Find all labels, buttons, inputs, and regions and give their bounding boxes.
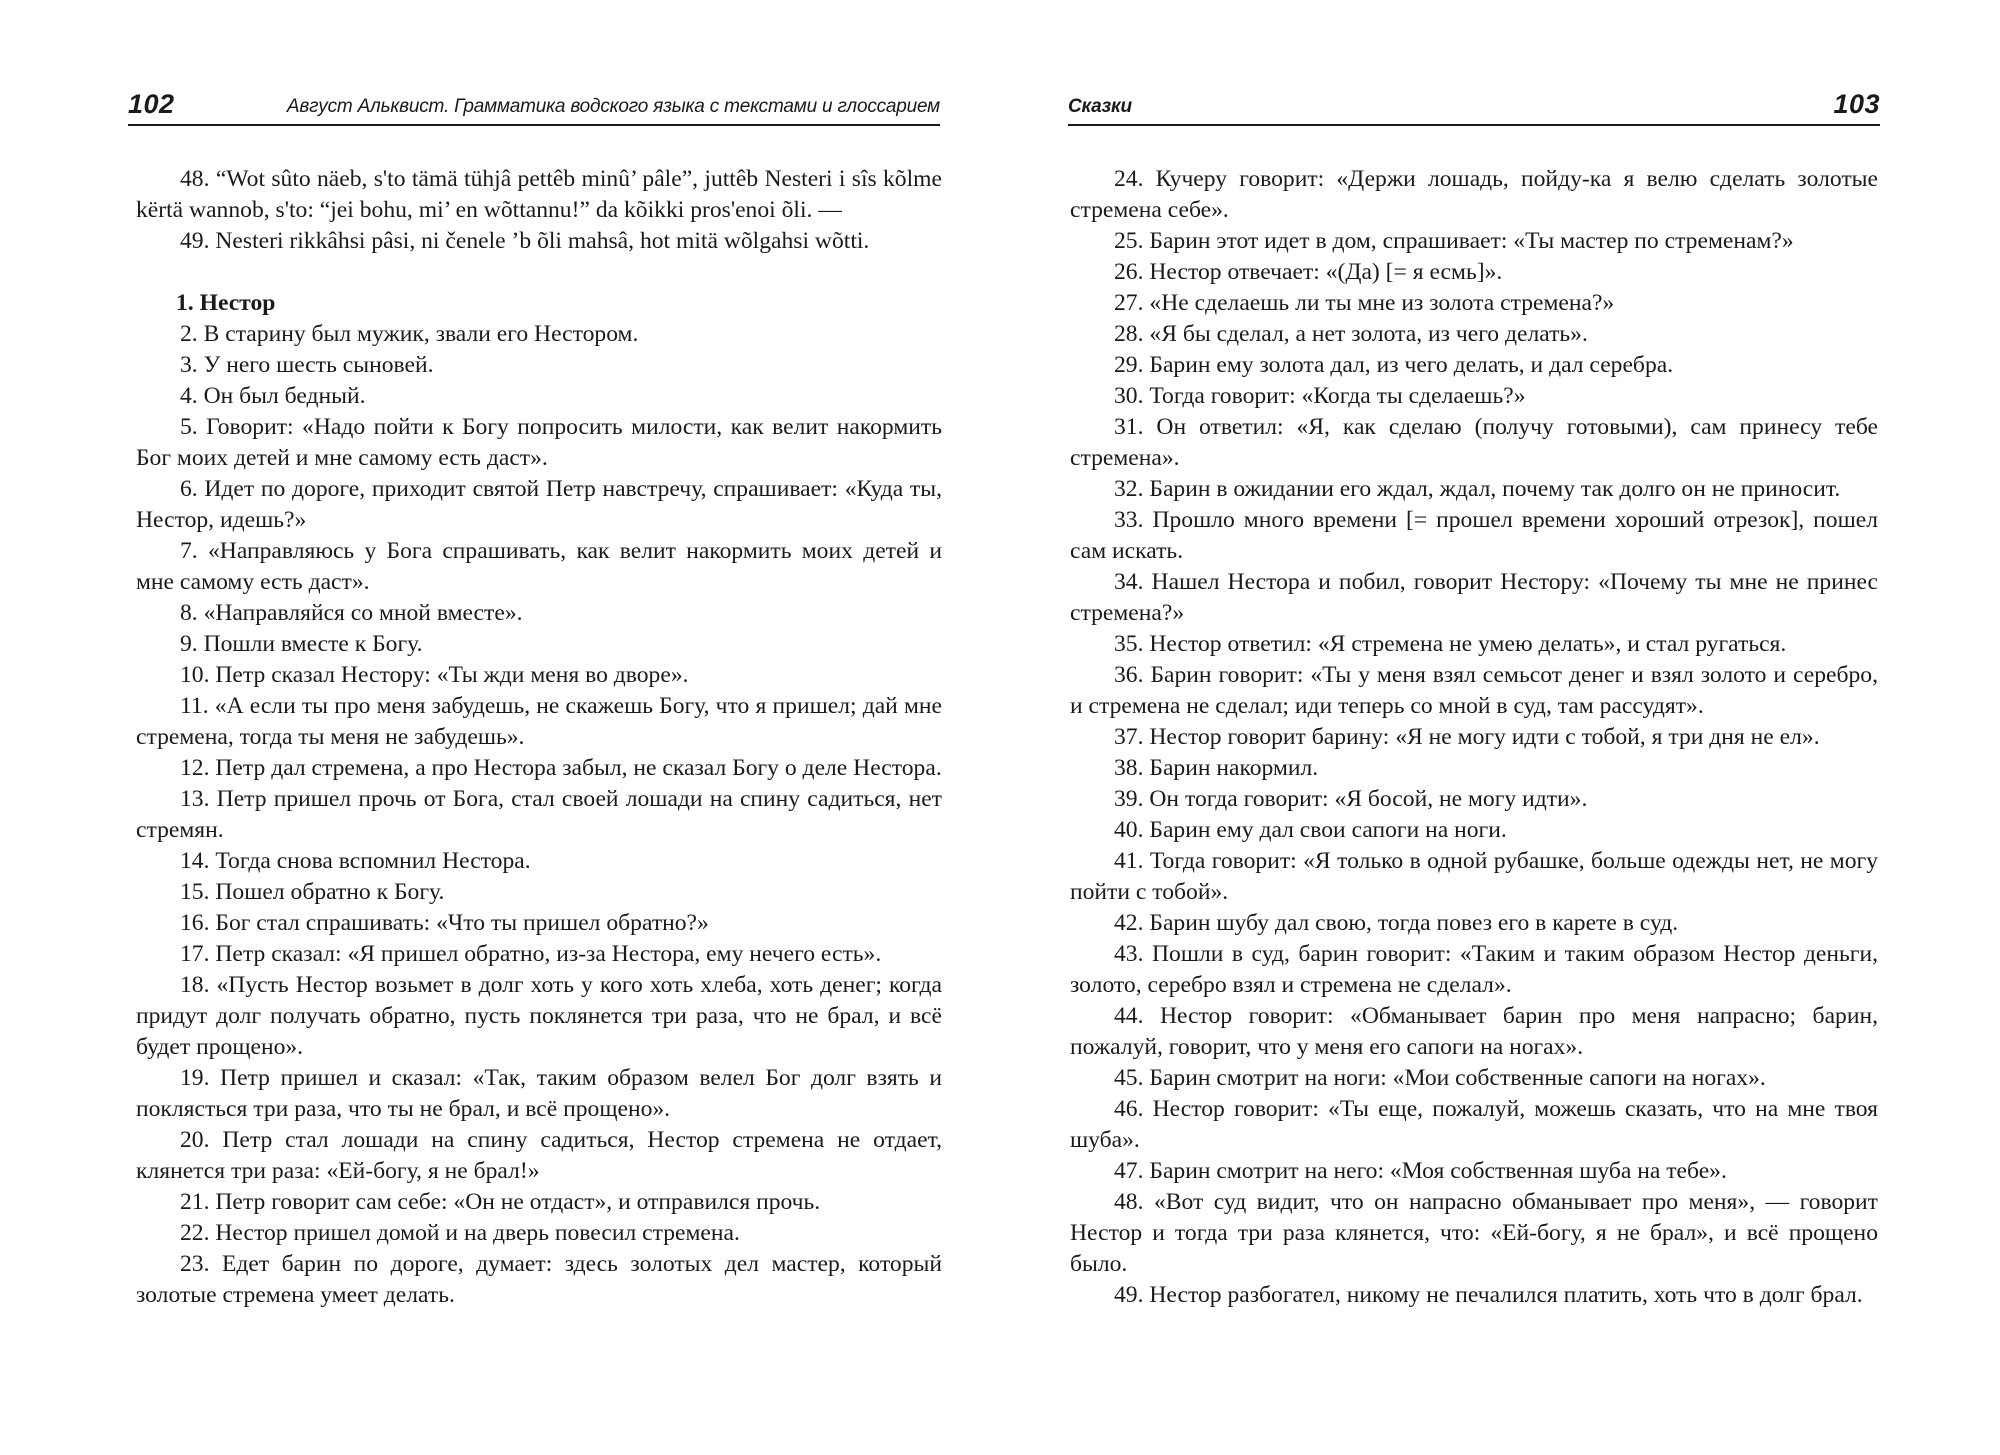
left-body-text <box>136 164 942 1311</box>
paragraph-3: 3. У него шесть сыновей. <box>180 352 434 378</box>
left-running-head <box>128 88 940 126</box>
paragraph-36: 36. Барин говорит: «Ты у меня взял семьсот денег и взял золото и серебро, и стремена не сделал; иди теперь со мной в суд, там рассудят». <box>1070 662 1878 719</box>
paragraph-29: 29. Барин ему золота дал, из чего делать, и дал серебра. <box>1114 352 1674 378</box>
paragraph-21: 21. Петр говорит сам себе: «Он не отдаст», и отправился прочь. <box>180 1189 821 1215</box>
paragraph-48: 48. «Вот суд видит, что он напрасно обманывает про меня», — говорит Нестор и тогда три раза клянется, что: «Ей-богу, я не брал», и всё прощено было. <box>1070 1189 1878 1277</box>
paragraph-47: 47. Барин смотрит на него: «Моя собственная шуба на тебе». <box>1114 1158 1727 1184</box>
paragraph-13: 13. Петр пришел прочь от Бога, стал своей лошади на спину садиться, нет стремян. <box>136 786 942 843</box>
paragraph-41: 41. Тогда говорит: «Я только в одной рубашке, больше одежды нет, не могу пойти с тобой». <box>1070 848 1878 905</box>
paragraph-28: 28. «Я бы сделал, а нет золота, из чего делать». <box>1114 321 1588 347</box>
paragraph-20: 20. Петр стал лошади на спину садиться, Нестор стремена не отдает, клянется три раза: «Ей-богу, я не брал!» <box>136 1127 942 1184</box>
section-spacer <box>136 257 942 288</box>
left-running-head-title: Август Альквист. Грамматика водского языка с текстами и глоссарием <box>286 96 940 117</box>
paragraph-38: 38. Барин накормил. <box>1114 755 1319 781</box>
paragraph-4: 4. Он был бедный. <box>180 383 366 409</box>
paragraph-35: 35. Нестор ответил: «Я стремена не умею делать», и стал ругаться. <box>1114 631 1787 657</box>
paragraph-42: 42. Барин шубу дал свою, тогда повез его в карете в суд. <box>1114 910 1679 936</box>
story-heading: 1. Нестор <box>176 290 276 316</box>
right-running-head <box>1068 88 1880 126</box>
paragraph-45: 45. Барин смотрит на ноги: «Мои собственные сапоги на ногах». <box>1114 1065 1766 1091</box>
paragraph-8: 8. «Направляйся со мной вместе». <box>180 600 523 626</box>
votic-paragraph-49: 49. Nesteri rikkâhsi pâsi, ni čenele ’b õli mahsâ, hot mitä wõlgahsi wõtti. <box>180 228 870 254</box>
right-body-text <box>1070 164 1878 1311</box>
paragraph-30: 30. Тогда говорит: «Когда ты сделаешь?» <box>1114 383 1526 409</box>
paragraph-27: 27. «Не сделаешь ли ты мне из золота стремена?» <box>1114 290 1615 316</box>
paragraph-33: 33. Прошло много времени [= прошел времени хороший отрезок], пошел сам искать. <box>1070 507 1878 564</box>
paragraph-9: 9. Пошли вместе к Богу. <box>180 631 423 657</box>
paragraph-19: 19. Петр пришел и сказал: «Так, таким образом велел Бог долг взять и поклясться три раза, что ты не брал, и всё прощено». <box>136 1065 942 1122</box>
paragraph-49: 49. Нестор разбогател, никому не печалился платить, хоть что в долг брал. <box>1114 1282 1863 1308</box>
left-page-number: 102 <box>128 89 175 119</box>
paragraph-24: 24. Кучеру говорит: «Держи лошадь, пойду-ка я велю сделать золотые стремена себе». <box>1070 166 1878 223</box>
paragraph-10: 10. Петр сказал Нестору: «Ты жди меня во дворе». <box>180 662 689 688</box>
paragraph-25: 25. Барин этот идет в дом, спрашивает: «Ты мастер по стременам?» <box>1114 228 1794 254</box>
paragraph-26: 26. Нестор отвечает: «(Да) [= я есмь]». <box>1114 259 1503 285</box>
paragraph-22: 22. Нестор пришел домой и на дверь повесил стремена. <box>180 1220 740 1246</box>
paragraph-11: 11. «А если ты про меня забудешь, не скажешь Богу, что я пришел; дай мне стремена, тогда ты меня не забудешь». <box>136 693 942 750</box>
paragraph-17: 17. Петр сказал: «Я пришел обратно, из-за Нестора, ему нечего есть». <box>180 941 882 967</box>
paragraph-46: 46. Нестор говорит: «Ты еще, пожалуй, можешь сказать, что на мне твоя шуба». <box>1070 1096 1878 1153</box>
right-page <box>1000 0 2000 1455</box>
paragraph-12: 12. Петр дал стремена, а про Нестора забыл, не сказал Богу о деле Нестора. <box>180 755 942 781</box>
paragraph-6: 6. Идет по дороге, приходит святой Петр навстречу, спрашивает: «Куда ты, Нестор, идешь?» <box>136 476 942 533</box>
paragraph-18: 18. «Пусть Нестор возьмет в долг хоть у кого хоть хлеба, хоть денег; когда придут долг получать обратно, пусть поклянется три раза, что не брал, и всё будет прощено». <box>136 972 942 1060</box>
paragraph-7: 7. «Направляюсь у Бога спрашивать, как велит накормить моих детей и мне самому есть даст». <box>136 538 942 595</box>
votic-paragraph-48: 48. “Wot sûto näeb, s'to tämä tühjâ pettêb minû’ pâle”, juttêb Nesteri i sîs kõlme kërtä wannob, s'to: “jei bohu, mi’ en wõttannu!” da kõikki pros'enoi õli. — <box>136 166 942 223</box>
right-running-head-title: Сказки <box>1068 96 1132 117</box>
paragraph-32: 32. Барин в ожидании его ждал, ждал, почему так долго он не приносит. <box>1114 476 1841 502</box>
paragraph-2: 2. В старину был мужик, звали его Нестором. <box>180 321 639 347</box>
paragraph-44: 44. Нестор говорит: «Обманывает барин про меня напрасно; барин, пожалуй, говорит, что у меня его сапоги на ногах». <box>1070 1003 1878 1060</box>
paragraph-40: 40. Барин ему дал свои сапоги на ноги. <box>1114 817 1507 843</box>
paragraph-15: 15. Пошел обратно к Богу. <box>180 879 445 905</box>
paragraph-39: 39. Он тогда говорит: «Я босой, не могу идти». <box>1114 786 1588 812</box>
paragraph-34: 34. Нашел Нестора и побил, говорит Нестору: «Почему ты мне не принес стремена?» <box>1070 569 1878 626</box>
paragraph-23: 23. Едет барин по дороге, думает: здесь золотых дел мастер, который золотые стремена умеет делать. <box>136 1251 942 1308</box>
paragraph-5: 5. Говорит: «Надо пойти к Богу попросить милости, как велит накормить Бог моих детей и мне самому есть даст». <box>136 414 942 471</box>
paragraph-14: 14. Тогда снова вспомнил Нестора. <box>180 848 531 874</box>
paragraph-43: 43. Пошли в суд, барин говорит: «Таким и таким образом Нестор деньги, золото, серебро взял и стремена не сделал». <box>1070 941 1878 998</box>
paragraph-16: 16. Бог стал спрашивать: «Что ты пришел обратно?» <box>180 910 709 936</box>
paragraph-31: 31. Он ответил: «Я, как сделаю (получу готовыми), сам принесу тебе стремена». <box>1070 414 1878 471</box>
paragraph-37: 37. Нестор говорит барину: «Я не могу идти с тобой, я три дня не ел». <box>1114 724 1820 750</box>
right-page-number: 103 <box>1833 89 1880 119</box>
